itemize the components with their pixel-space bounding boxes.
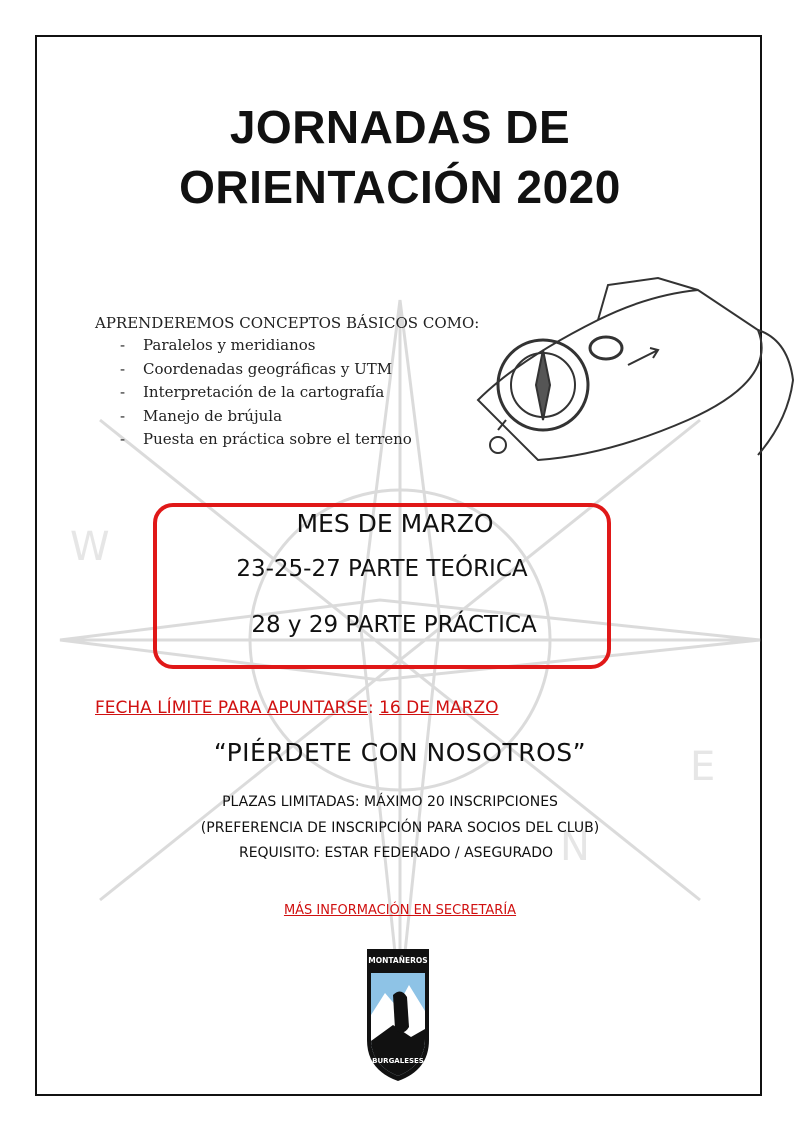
svg-text:W: W <box>70 524 110 570</box>
compass-illustration <box>458 270 800 470</box>
deadline-separator: : <box>367 698 380 718</box>
concepts-section <box>95 314 479 452</box>
theory-dates: 23-25-27 PARTE TEÓRICA <box>236 556 528 582</box>
list-item: - Paralelos y meridianos <box>95 334 479 358</box>
list-item: - Manejo de brújula <box>95 405 479 429</box>
concepts-heading: APRENDEREMOS CONCEPTOS BÁSICOS COMO: <box>95 314 480 332</box>
logo-top-text: MONTAÑEROS <box>368 956 428 965</box>
month-text: MES DE MARZO <box>296 509 494 538</box>
deadline-date: 16 DE MARZO <box>379 698 499 718</box>
list-item: - Coordenadas geográficas y UTM <box>95 358 479 382</box>
info-preference: (PREFERENCIA DE INSCRIPCIÓN PARA SOCIOS DEL CLUB) <box>200 820 600 836</box>
deadline-line <box>95 698 499 718</box>
info-requirement: REQUISITO: ESTAR FEDERADO / ASEGURADO <box>238 845 554 861</box>
deadline-label: FECHA LÍMITE PARA APUNTARSE <box>95 698 368 718</box>
title-line-2: ORIENTACIÓN 2020 <box>179 161 621 213</box>
more-info-link[interactable]: MÁS INFORMACIÓN EN SECRETARÍA <box>283 903 517 918</box>
practice-dates: 28 y 29 PARTE PRÁCTICA <box>251 612 537 638</box>
list-item: - Puesta en práctica sobre el terreno <box>95 428 479 452</box>
info-places: PLAZAS LIMITADAS: MÁXIMO 20 INSCRIPCIONES <box>222 794 558 810</box>
title-line-1: JORNADAS DE <box>229 101 571 153</box>
svg-text:N: N <box>560 824 590 870</box>
svg-text:E: E <box>690 744 716 790</box>
slogan: “PIÉRDETE CON NOSOTROS” <box>213 738 587 767</box>
concepts-list <box>95 334 479 452</box>
club-logo-icon <box>363 945 433 1085</box>
list-item: - Interpretación de la cartografía <box>95 381 479 405</box>
logo-bottom-text: BURGALESES <box>372 1057 424 1065</box>
